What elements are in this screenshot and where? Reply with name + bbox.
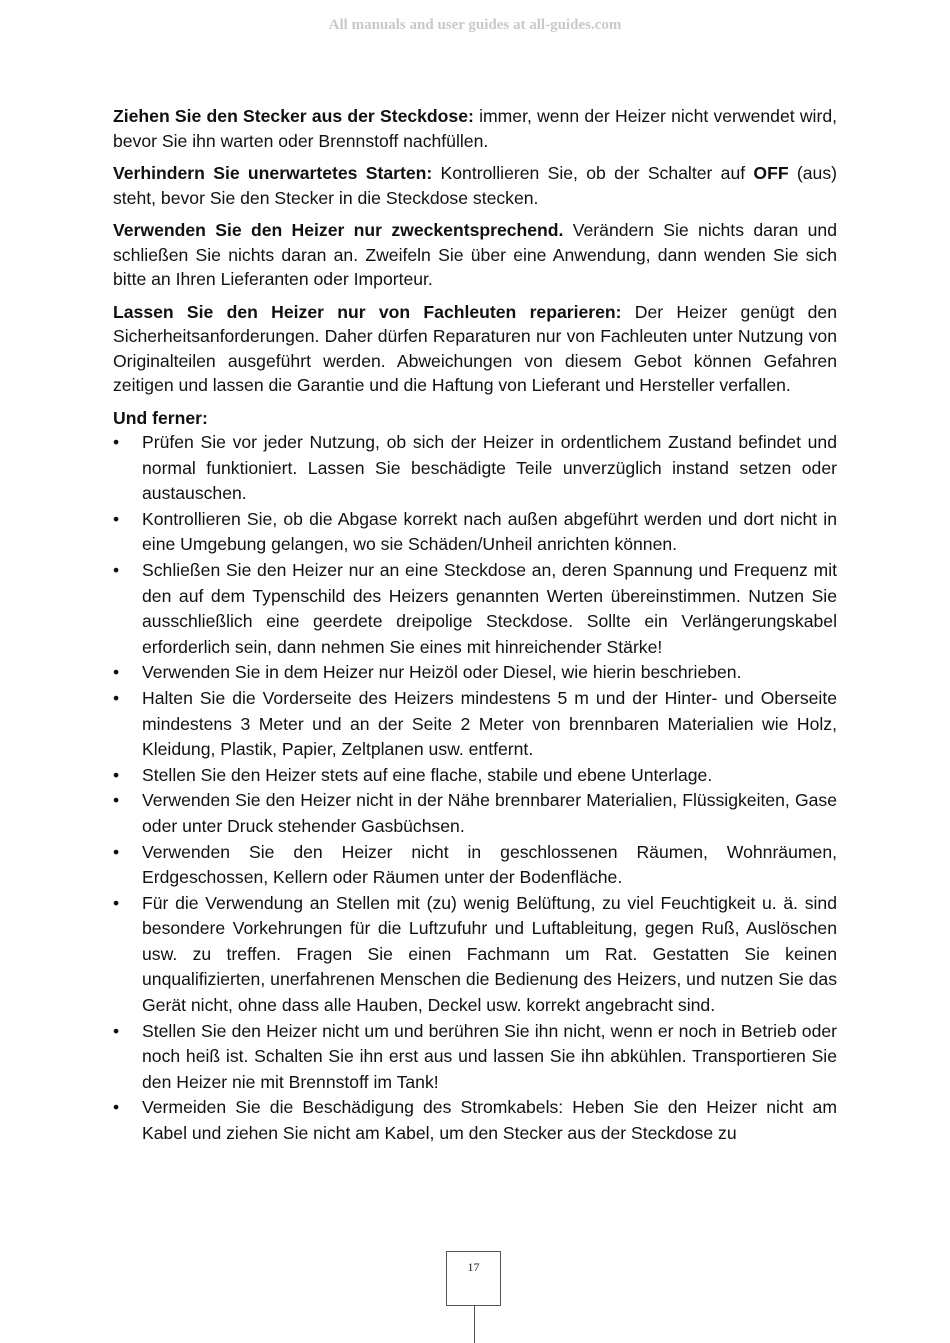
paragraph-prevent-start xyxy=(113,161,837,210)
list-item: • Stellen Sie den Heizer nicht um und berühren Sie ihn nicht, wenn er noch in Betrieb oder noch heiß ist. Schalten Sie ihn erst aus und lassen Sie ihn abkühlen. Transportieren Sie den Heizer nie mit Brennstoff im Tank! xyxy=(113,1019,837,1096)
paragraph-lead: Verhindern Sie unerwartetes Starten: xyxy=(113,163,433,183)
list-heading: Und ferner: xyxy=(113,407,208,428)
off-label: OFF xyxy=(753,163,789,183)
list-item: • Stellen Sie den Heizer stets auf eine flache, stabile und ebene Unterlage. xyxy=(113,763,837,789)
paragraph-lead: Lassen Sie den Heizer nur von Fachleuten reparieren: xyxy=(113,301,622,322)
paragraph-text: (aus) steht, bevor Sie den Stecker in die Steckdose stecken. xyxy=(113,163,837,208)
paragraph-lead: Verwenden Sie den Heizer nur zweckentsprechend. xyxy=(113,220,564,240)
list-item: • Kontrollieren Sie, ob die Abgase korrekt nach außen abgeführt werden und dort nicht in eine Umgebung gelangen, wo sie Schäden/Unheil anrichten können. xyxy=(113,507,837,558)
paragraph-text: Verändern Sie nichts daran und schließen Sie nichts daran an. Zweifeln Sie über eine Anwendung, dann wenden Sie sich bitte an Ihren Lieferanten oder Importeur. xyxy=(113,220,837,289)
list-item: • Verwenden Sie den Heizer nicht in geschlossenen Räumen, Wohnräumen, Erdgeschossen, Kellern oder Räumen unter der Bodenfläche. xyxy=(113,840,837,891)
list-item: • Verwenden Sie in dem Heizer nur Heizöl oder Diesel, wie hierin beschrieben. xyxy=(113,660,837,686)
page-number-box xyxy=(446,1251,501,1306)
page-number: 17 xyxy=(467,1260,480,1274)
page-number-line xyxy=(474,1306,475,1343)
page-content xyxy=(113,104,837,1147)
paragraph-intended-use xyxy=(113,218,837,292)
safety-bullet-list xyxy=(113,430,837,1147)
list-item: • Vermeiden Sie die Beschädigung des Stromkabels: Heben Sie den Heizer nicht am Kabel und ziehen Sie nicht am Kabel, um den Stecker aus der Steckdose zu xyxy=(113,1095,837,1146)
paragraph-repairs xyxy=(113,300,837,398)
list-item: • Verwenden Sie den Heizer nicht in der Nähe brennbarer Materialien, Flüssigkeiten, Gase oder unter Druck stehender Gasbüchsen. xyxy=(113,788,837,839)
list-item: • Halten Sie die Vorderseite des Heizers mindestens 5 m und der Hinter- und Oberseite mindestens 3 Meter und an der Seite 2 Meter von brennbaren Materialien wie Holz, Kleidung, Plastik, Papier, Zeltplanen usw. entfernt. xyxy=(113,686,837,763)
list-item: • Schließen Sie den Heizer nur an eine Steckdose an, deren Spannung und Frequenz mit den auf dem Typenschild des Heizers genannten Werten übereinstimmen. Nutzen Sie ausschließlich eine geerdete dreipolige Steckdose. Sollte ein Verlängerungskabel erforderlich sein, dann nehmen Sie eines mit hinreichender Stärke! xyxy=(113,558,837,660)
paragraph-unplug xyxy=(113,104,837,153)
list-item: • Für die Verwendung an Stellen mit (zu) wenig Belüftung, zu viel Feuchtigkeit u. ä. sind besondere Vorkehrungen für die Luftzufuhr und Luftableitung, gegen Ruß, Auslöschen usw. zu treffen. Fragen Sie einen Fachmann um Rat. Gestatten Sie keinen unqualifizierten, unerfahrenen Menschen die Bedienung des Heizers, und nutzen Sie das Gerät nicht, ohne dass alle Hauben, Deckel usw. korrekt angebracht sind. xyxy=(113,891,837,1019)
watermark: All manuals and user guides at all-guides.com xyxy=(328,17,622,33)
list-item: • Prüfen Sie vor jeder Nutzung, ob sich der Heizer in ordentlichem Zustand befindet und normal funktioniert. Lassen Sie beschädigte Teile unverzüglich instand setzen oder austauschen. xyxy=(113,430,837,507)
paragraph-text: Der Heizer genügt den Sicherheitsanforderungen. Daher dürfen Reparaturen nur von Fachleuten unter Nutzung von Originalteilen ausgeführt werden. Abweichungen von diesem Gebot können Gefahren zeitigen und lassen die Garantie und die Haftung von Lieferant und Hersteller verfallen. xyxy=(113,301,837,395)
paragraph-lead: Ziehen Sie den Stecker aus der Steckdose: xyxy=(113,106,474,126)
paragraph-text: immer, wenn der Heizer nicht verwendet wird, bevor Sie ihn warten oder Brennstoff nachfüllen. xyxy=(113,106,837,151)
paragraph-text: Kontrollieren Sie, ob der Schalter auf xyxy=(432,163,754,183)
